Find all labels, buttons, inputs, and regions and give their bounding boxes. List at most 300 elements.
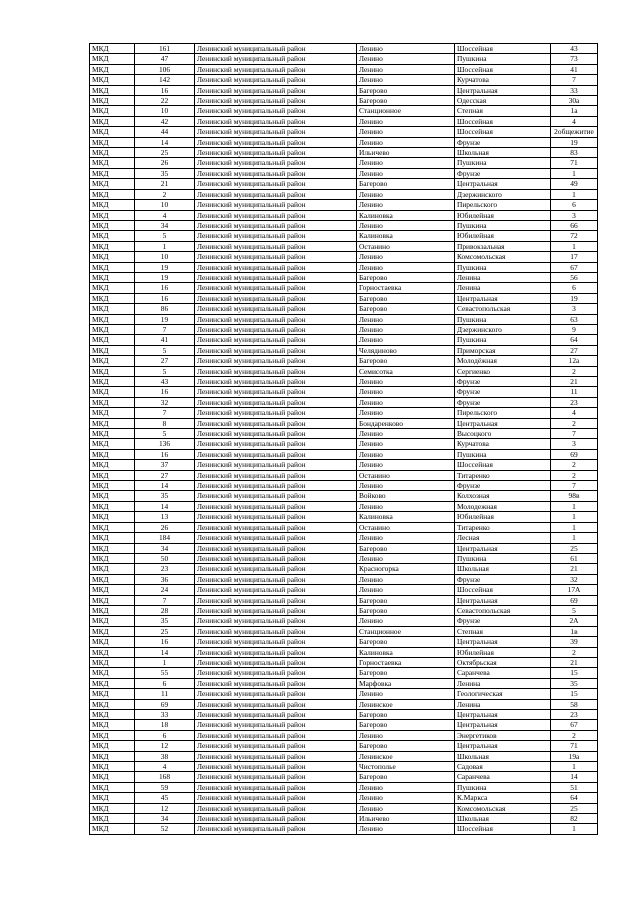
street-cell: Юбилейная (455, 647, 551, 657)
locality-cell: Ленино (357, 168, 455, 178)
district-cell: Ленинский муниципальный район (195, 220, 357, 230)
type-cell: МКД (90, 127, 135, 137)
table-row (90, 595, 598, 605)
type-cell: МКД (90, 189, 135, 199)
district-cell: Ленинский муниципальный район (195, 657, 357, 667)
number-cell: 12 (135, 803, 195, 813)
locality-cell: Ленинское (357, 751, 455, 761)
type-cell: МКД (90, 720, 135, 730)
number-cell: 11 (135, 689, 195, 699)
type-cell: МКД (90, 168, 135, 178)
street-cell: Фрунзе (455, 387, 551, 397)
type-cell: МКД (90, 272, 135, 282)
type-cell: МКД (90, 574, 135, 584)
table-row (90, 220, 598, 230)
street-cell: Одесская (455, 96, 551, 106)
street-cell: Юбилейная (455, 210, 551, 220)
house-cell: 9 (551, 324, 598, 334)
type-cell: МКД (90, 762, 135, 772)
locality-cell: Багерово (357, 741, 455, 751)
house-cell: 1 (551, 824, 598, 834)
house-cell: 30а (551, 96, 598, 106)
number-cell: 6 (135, 678, 195, 688)
type-cell: МКД (90, 54, 135, 64)
table-row (90, 689, 598, 699)
district-cell: Ленинский муниципальный район (195, 751, 357, 761)
locality-cell: Багерово (357, 85, 455, 95)
type-cell: МКД (90, 605, 135, 615)
district-cell: Ленинский муниципальный район (195, 699, 357, 709)
district-cell: Ленинский муниципальный район (195, 54, 357, 64)
locality-cell: Ленино (357, 137, 455, 147)
district-cell: Ленинский муниципальный район (195, 720, 357, 730)
table-row (90, 512, 598, 522)
table-row (90, 148, 598, 158)
house-cell: 64 (551, 793, 598, 803)
table-row (90, 793, 598, 803)
house-cell: 43 (551, 44, 598, 54)
type-cell: МКД (90, 96, 135, 106)
house-cell: 33 (551, 85, 598, 95)
table-row (90, 803, 598, 813)
locality-cell: Марфовка (357, 678, 455, 688)
street-cell: Фрунзе (455, 377, 551, 387)
table-row (90, 616, 598, 626)
type-cell: МКД (90, 137, 135, 147)
type-cell: МКД (90, 44, 135, 54)
number-cell: 16 (135, 293, 195, 303)
locality-cell: Ленино (357, 824, 455, 834)
district-cell: Ленинский муниципальный район (195, 304, 357, 314)
locality-cell: Ленино (357, 782, 455, 792)
table-row (90, 345, 598, 355)
district-cell: Ленинский муниципальный район (195, 283, 357, 293)
district-cell: Ленинский муниципальный район (195, 637, 357, 647)
house-cell: 17А (551, 585, 598, 595)
house-cell: 3 (551, 304, 598, 314)
locality-cell: Ленино (357, 553, 455, 563)
street-cell: Центральная (455, 720, 551, 730)
number-cell: 19 (135, 314, 195, 324)
street-cell: Ленина (455, 283, 551, 293)
table-row (90, 314, 598, 324)
house-cell: 5 (551, 605, 598, 615)
house-cell: 2 (551, 730, 598, 740)
district-cell: Ленинский муниципальный район (195, 710, 357, 720)
table-row (90, 283, 598, 293)
house-cell: 72 (551, 231, 598, 241)
type-cell: МКД (90, 543, 135, 553)
district-cell: Ленинский муниципальный район (195, 647, 357, 657)
district-cell: Ленинский муниципальный район (195, 595, 357, 605)
type-cell: МКД (90, 710, 135, 720)
number-cell: 26 (135, 158, 195, 168)
type-cell: МКД (90, 210, 135, 220)
type-cell: МКД (90, 179, 135, 189)
district-cell: Ленинский муниципальный район (195, 762, 357, 772)
table-row (90, 730, 598, 740)
house-cell: 63 (551, 314, 598, 324)
house-cell: 1а (551, 106, 598, 116)
number-cell: 32 (135, 397, 195, 407)
locality-cell: Ленино (357, 189, 455, 199)
house-cell: 61 (551, 553, 598, 563)
house-cell: 4 (551, 116, 598, 126)
street-cell: Пушкина (455, 220, 551, 230)
number-cell: 10 (135, 252, 195, 262)
type-cell: МКД (90, 200, 135, 210)
number-cell: 27 (135, 470, 195, 480)
number-cell: 14 (135, 501, 195, 511)
locality-cell: Ленино (357, 408, 455, 418)
street-cell: Титаренко (455, 522, 551, 532)
table-row (90, 564, 598, 574)
street-cell: Комсомольская (455, 252, 551, 262)
table-row (90, 553, 598, 563)
street-cell: Степная (455, 106, 551, 116)
locality-cell: Горностаевка (357, 657, 455, 667)
street-cell: Центральная (455, 595, 551, 605)
locality-cell: Ленино (357, 314, 455, 324)
district-cell: Ленинский муниципальный район (195, 429, 357, 439)
locality-cell: Калиновка (357, 210, 455, 220)
locality-cell: Багерово (357, 356, 455, 366)
locality-cell: Ленино (357, 439, 455, 449)
street-cell: Центральная (455, 543, 551, 553)
locality-cell: Багерово (357, 293, 455, 303)
street-cell: Пушкина (455, 158, 551, 168)
street-cell: Титаренко (455, 470, 551, 480)
type-cell: МКД (90, 75, 135, 85)
table-row (90, 168, 598, 178)
house-cell: 67 (551, 262, 598, 272)
house-cell: 69 (551, 595, 598, 605)
house-cell: 15 (551, 668, 598, 678)
street-cell: Дзержинского (455, 324, 551, 334)
number-cell: 47 (135, 54, 195, 64)
district-cell: Ленинский муниципальный район (195, 345, 357, 355)
locality-cell: Калиновка (357, 512, 455, 522)
district-cell: Ленинский муниципальный район (195, 814, 357, 824)
house-cell: 66 (551, 220, 598, 230)
table-row (90, 824, 598, 834)
street-cell: Школьная (455, 814, 551, 824)
house-cell: 1 (551, 533, 598, 543)
type-cell: МКД (90, 491, 135, 501)
street-cell: Курчатова (455, 439, 551, 449)
locality-cell: Чистополье (357, 762, 455, 772)
house-cell: 25 (551, 803, 598, 813)
district-cell: Ленинский муниципальный район (195, 803, 357, 813)
table-row (90, 657, 598, 667)
locality-cell: Челядиново (357, 345, 455, 355)
district-cell: Ленинский муниципальный район (195, 564, 357, 574)
district-cell: Ленинский муниципальный район (195, 449, 357, 459)
district-cell: Ленинский муниципальный район (195, 522, 357, 532)
number-cell: 4 (135, 210, 195, 220)
house-cell: 27 (551, 345, 598, 355)
district-cell: Ленинский муниципальный район (195, 678, 357, 688)
table-row (90, 262, 598, 272)
district-cell: Ленинский муниципальный район (195, 200, 357, 210)
street-cell: Пушкина (455, 449, 551, 459)
locality-cell: Семисотка (357, 366, 455, 376)
locality-cell: Багерово (357, 543, 455, 553)
district-cell: Ленинский муниципальный район (195, 324, 357, 334)
number-cell: 5 (135, 366, 195, 376)
street-cell: Ленина (455, 678, 551, 688)
street-cell: Шоссейная (455, 127, 551, 137)
district-cell: Ленинский муниципальный район (195, 189, 357, 199)
table-row (90, 54, 598, 64)
type-cell: МКД (90, 335, 135, 345)
house-cell: 21 (551, 564, 598, 574)
locality-cell: Ленино (357, 387, 455, 397)
locality-cell: Багерово (357, 720, 455, 730)
district-cell: Ленинский муниципальный район (195, 44, 357, 54)
street-cell: Центральная (455, 418, 551, 428)
street-cell: Севастопольская (455, 605, 551, 615)
locality-cell: Ленино (357, 44, 455, 54)
type-cell: МКД (90, 314, 135, 324)
district-cell: Ленинский муниципальный район (195, 387, 357, 397)
house-cell: 49 (551, 179, 598, 189)
house-cell: 32 (551, 574, 598, 584)
locality-cell: Багерово (357, 637, 455, 647)
table-row (90, 626, 598, 636)
number-cell: 8 (135, 418, 195, 428)
type-cell: МКД (90, 803, 135, 813)
street-cell: Курчатова (455, 75, 551, 85)
table-row (90, 741, 598, 751)
street-cell: Фрунзе (455, 137, 551, 147)
locality-cell: Ленино (357, 158, 455, 168)
number-cell: 34 (135, 220, 195, 230)
table-row (90, 241, 598, 251)
table-row (90, 720, 598, 730)
district-cell: Ленинский муниципальный район (195, 512, 357, 522)
house-cell: 6 (551, 200, 598, 210)
street-cell: Центральная (455, 293, 551, 303)
number-cell: 21 (135, 179, 195, 189)
table-row (90, 179, 598, 189)
house-cell: 73 (551, 54, 598, 64)
type-cell: МКД (90, 553, 135, 563)
street-cell: Пушкина (455, 335, 551, 345)
number-cell: 7 (135, 324, 195, 334)
type-cell: МКД (90, 470, 135, 480)
table-row (90, 460, 598, 470)
house-cell: 35 (551, 678, 598, 688)
street-cell: Юбилейная (455, 231, 551, 241)
number-cell: 69 (135, 699, 195, 709)
locality-cell: Ленино (357, 803, 455, 813)
house-cell: 98в (551, 491, 598, 501)
house-cell: 25 (551, 543, 598, 553)
type-cell: МКД (90, 730, 135, 740)
district-cell: Ленинский муниципальный район (195, 533, 357, 543)
district-cell: Ленинский муниципальный район (195, 626, 357, 636)
house-cell: 1 (551, 189, 598, 199)
street-cell: Пушкина (455, 314, 551, 324)
type-cell: МКД (90, 772, 135, 782)
district-cell: Ленинский муниципальный район (195, 137, 357, 147)
street-cell: Шоссейная (455, 824, 551, 834)
number-cell: 4 (135, 762, 195, 772)
locality-cell: Ленино (357, 127, 455, 137)
locality-cell: Ленино (357, 335, 455, 345)
type-cell: МКД (90, 262, 135, 272)
table-row (90, 272, 598, 282)
type-cell: МКД (90, 689, 135, 699)
district-cell: Ленинский муниципальный район (195, 730, 357, 740)
district-cell: Ленинский муниципальный район (195, 439, 357, 449)
district-cell: Ленинский муниципальный район (195, 64, 357, 74)
locality-cell: Ленино (357, 324, 455, 334)
locality-cell: Ленино (357, 793, 455, 803)
house-cell: 51 (551, 782, 598, 792)
locality-cell: Останино (357, 241, 455, 251)
district-cell: Ленинский муниципальный район (195, 272, 357, 282)
district-cell: Ленинский муниципальный район (195, 543, 357, 553)
district-cell: Ленинский муниципальный район (195, 335, 357, 345)
street-cell: Энергетиков (455, 730, 551, 740)
district-cell: Ленинский муниципальный район (195, 574, 357, 584)
house-cell: 19а (551, 751, 598, 761)
type-cell: МКД (90, 814, 135, 824)
district-cell: Ленинский муниципальный район (195, 377, 357, 387)
number-cell: 16 (135, 637, 195, 647)
locality-cell: Горностаевка (357, 283, 455, 293)
street-cell: К.Маркса (455, 793, 551, 803)
street-cell: Шоссейная (455, 116, 551, 126)
locality-cell: Ленино (357, 64, 455, 74)
number-cell: 34 (135, 543, 195, 553)
number-cell: 45 (135, 793, 195, 803)
number-cell: 28 (135, 605, 195, 615)
street-cell: Высоцкого (455, 429, 551, 439)
district-cell: Ленинский муниципальный район (195, 585, 357, 595)
locality-cell: Ильичево (357, 148, 455, 158)
number-cell: 43 (135, 377, 195, 387)
number-cell: 25 (135, 626, 195, 636)
district-cell: Ленинский муниципальный район (195, 741, 357, 751)
type-cell: МКД (90, 460, 135, 470)
table-row (90, 210, 598, 220)
number-cell: 161 (135, 44, 195, 54)
locality-cell: Ленино (357, 585, 455, 595)
type-cell: МКД (90, 512, 135, 522)
type-cell: МКД (90, 501, 135, 511)
house-cell: 1в (551, 626, 598, 636)
table-row (90, 533, 598, 543)
table-row (90, 200, 598, 210)
street-cell: Ленина (455, 272, 551, 282)
district-cell: Ленинский муниципальный район (195, 85, 357, 95)
street-cell: Саранчева (455, 772, 551, 782)
type-cell: МКД (90, 241, 135, 251)
house-cell: 83 (551, 148, 598, 158)
number-cell: 26 (135, 522, 195, 532)
table-row (90, 356, 598, 366)
district-cell: Ленинский муниципальный район (195, 418, 357, 428)
number-cell: 23 (135, 564, 195, 574)
district-cell: Ленинский муниципальный район (195, 314, 357, 324)
house-cell: 1 (551, 762, 598, 772)
street-cell: Шоссейная (455, 64, 551, 74)
house-cell: 82 (551, 814, 598, 824)
type-cell: МКД (90, 585, 135, 595)
house-cell: 11 (551, 387, 598, 397)
locality-cell: Ленино (357, 262, 455, 272)
type-cell: МКД (90, 64, 135, 74)
number-cell: 42 (135, 116, 195, 126)
table-row (90, 96, 598, 106)
number-cell: 6 (135, 730, 195, 740)
locality-cell: Багерово (357, 304, 455, 314)
locality-cell: Калиновка (357, 231, 455, 241)
table-row (90, 85, 598, 95)
locality-cell: Войково (357, 491, 455, 501)
house-cell: 2А (551, 616, 598, 626)
locality-cell: Станционное (357, 106, 455, 116)
table-row (90, 699, 598, 709)
locality-cell: Багерово (357, 595, 455, 605)
district-cell: Ленинский муниципальный район (195, 168, 357, 178)
street-cell: Фрунзе (455, 616, 551, 626)
house-cell: 17 (551, 252, 598, 262)
house-cell: 1 (551, 241, 598, 251)
number-cell: 18 (135, 720, 195, 730)
street-cell: Пушкина (455, 782, 551, 792)
district-cell: Ленинский муниципальный район (195, 116, 357, 126)
table-row (90, 418, 598, 428)
number-cell: 16 (135, 85, 195, 95)
street-cell: Школьная (455, 751, 551, 761)
table-row (90, 710, 598, 720)
district-cell: Ленинский муниципальный район (195, 470, 357, 480)
house-cell: 7 (551, 75, 598, 85)
locality-cell: Ленино (357, 429, 455, 439)
number-cell: 7 (135, 408, 195, 418)
street-cell: Комсомольская (455, 803, 551, 813)
locality-cell: Багерово (357, 710, 455, 720)
house-cell: 1 (551, 168, 598, 178)
locality-cell: Станционное (357, 626, 455, 636)
table-row (90, 304, 598, 314)
locality-cell: Ленино (357, 75, 455, 85)
district-cell: Ленинский муниципальный район (195, 148, 357, 158)
number-cell: 44 (135, 127, 195, 137)
district-cell: Ленинский муниципальный район (195, 689, 357, 699)
table-row (90, 678, 598, 688)
type-cell: МКД (90, 699, 135, 709)
number-cell: 136 (135, 439, 195, 449)
number-cell: 34 (135, 814, 195, 824)
table-row (90, 397, 598, 407)
street-cell: Пушкина (455, 553, 551, 563)
house-cell: 19 (551, 137, 598, 147)
house-cell: 4 (551, 408, 598, 418)
street-cell: Колхозная (455, 491, 551, 501)
district-cell: Ленинский муниципальный район (195, 501, 357, 511)
table-row (90, 501, 598, 511)
locality-cell: Ленино (357, 200, 455, 210)
number-cell: 50 (135, 553, 195, 563)
house-cell: 67 (551, 720, 598, 730)
street-cell: Привокзальная (455, 241, 551, 251)
type-cell: МКД (90, 304, 135, 314)
